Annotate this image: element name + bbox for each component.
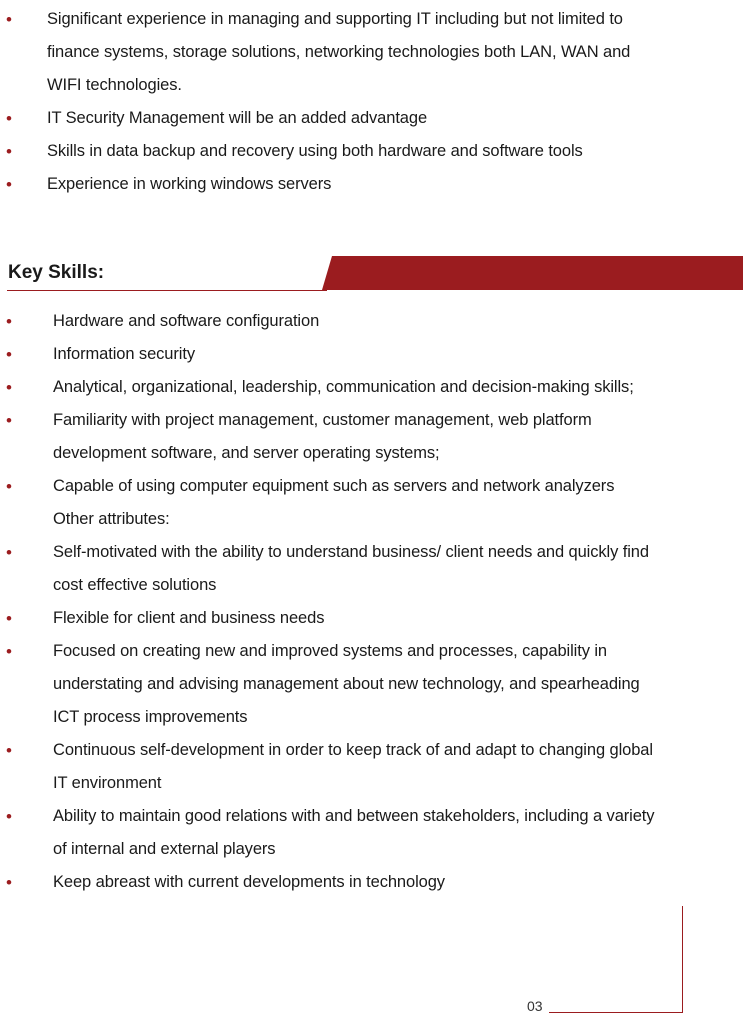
list-item-text: Significant experience in managing and supporting IT including but not limited to	[47, 10, 623, 28]
list-item-text: Skills in data backup and recovery using both hardware and software tools	[47, 142, 583, 160]
header-underline	[7, 290, 327, 291]
list-item-text: IT environment	[53, 774, 162, 792]
footer-vertical-rule	[682, 906, 683, 1013]
list-item-text: finance systems, storage solutions, networking technologies both LAN, WAN and	[47, 43, 631, 61]
list-item	[0, 866, 700, 899]
list-item	[0, 536, 700, 602]
list-item	[0, 371, 700, 404]
list-item	[0, 3, 700, 102]
list-item-text: Information security	[53, 345, 195, 363]
list-item	[0, 635, 700, 734]
list-item	[0, 338, 700, 371]
bullet-icon: •	[6, 543, 12, 562]
list-item-text: Hardware and software configuration	[53, 312, 320, 330]
list-item	[0, 602, 700, 635]
intro-bullet-list	[0, 3, 700, 201]
bullet-icon: •	[6, 109, 12, 128]
list-item-text: Experience in working windows servers	[47, 175, 332, 193]
list-item	[0, 800, 700, 866]
list-item-text: Analytical, organizational, leadership, communication and decision-making skills;	[53, 378, 634, 396]
bullet-icon: •	[6, 642, 12, 661]
page-number: 03	[527, 998, 543, 1014]
bullet-icon: •	[6, 477, 12, 496]
list-item-text: cost effective solutions	[53, 576, 217, 594]
list-item-text: understating and advising management about new technology, and spearheading	[53, 675, 640, 693]
bullet-icon: •	[6, 345, 12, 364]
list-item	[0, 305, 700, 338]
bullet-icon: •	[6, 807, 12, 826]
header-accent-band	[322, 256, 743, 290]
list-item-text: Flexible for client and business needs	[53, 609, 325, 627]
list-item	[0, 404, 700, 470]
list-item-text: Ability to maintain good relations with and between stakeholders, including a variety	[53, 807, 655, 825]
key-skills-header	[0, 256, 743, 292]
list-item	[0, 135, 700, 168]
bullet-icon: •	[6, 175, 12, 194]
list-item	[0, 168, 700, 201]
list-item-text: Focused on creating new and improved systems and processes, capability in	[53, 642, 607, 660]
bullet-icon: •	[6, 10, 12, 29]
section-title: Key Skills:	[8, 262, 105, 283]
list-item	[0, 734, 700, 800]
footer-horizontal-rule	[549, 1012, 683, 1013]
list-item-text: WIFI technologies.	[47, 76, 182, 94]
list-item-text: development software, and server operating systems;	[53, 444, 440, 462]
list-item-text: Keep abreast with current developments in technology	[53, 873, 445, 891]
bullet-icon: •	[6, 312, 12, 331]
list-item-text: of internal and external players	[53, 840, 276, 858]
bullet-icon: •	[6, 411, 12, 430]
list-item-text: Other attributes:	[53, 510, 170, 528]
bullet-icon: •	[6, 609, 12, 628]
list-item-text: Self-motivated with the ability to understand business/ client needs and quickly find	[53, 543, 649, 561]
list-item-text: Familiarity with project management, customer management, web platform	[53, 411, 592, 429]
list-item-text: ICT process improvements	[53, 708, 248, 726]
bullet-icon: •	[6, 378, 12, 397]
bullet-icon: •	[6, 741, 12, 760]
list-item	[0, 102, 700, 135]
list-item-text: IT Security Management will be an added advantage	[47, 109, 428, 127]
list-item-text: Capable of using computer equipment such as servers and network analyzers	[53, 477, 615, 495]
list-item-text: Continuous self-development in order to keep track of and adapt to changing global	[53, 741, 653, 759]
key-skills-bullet-list	[0, 305, 700, 899]
bullet-icon: •	[6, 873, 12, 892]
list-item	[0, 470, 700, 536]
bullet-icon: •	[6, 142, 12, 161]
